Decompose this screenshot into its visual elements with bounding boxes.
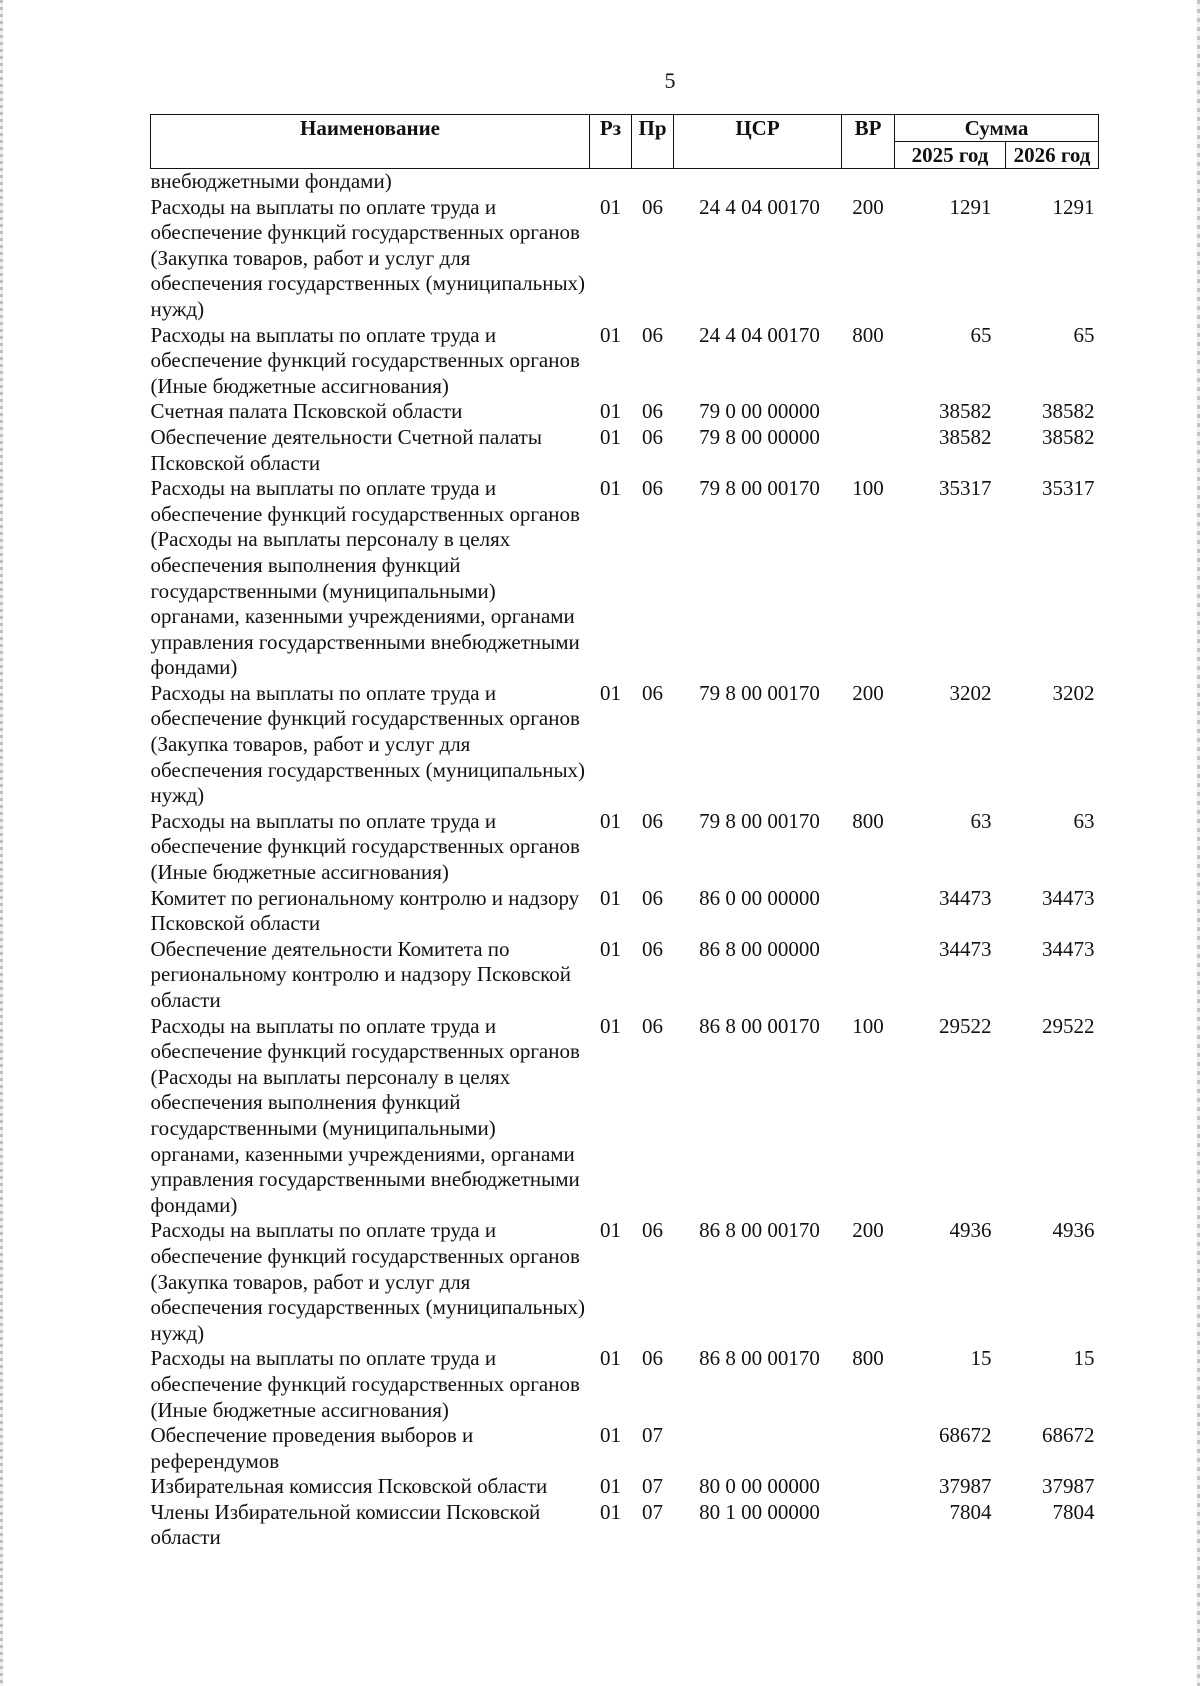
cell-vr	[842, 425, 895, 476]
cell-vr	[842, 886, 895, 937]
cell-sum-2025: 4936	[949, 1218, 992, 1243]
header-year-2025: 2025 год	[895, 142, 1006, 169]
cell-sum-2025: 65	[970, 322, 992, 347]
table-row	[151, 886, 1099, 937]
cell-rz: 01	[600, 808, 621, 833]
budget-table-body	[151, 169, 1099, 1552]
cell-csr: 86 8 00 00170	[699, 1013, 820, 1038]
cell-sum-2025: 15	[970, 1346, 992, 1371]
cell-sum-2026: 37987	[1042, 1474, 1095, 1499]
scan-edge-left	[0, 0, 3, 1686]
table-row	[151, 937, 1099, 1014]
cell-vr: 800	[852, 1346, 884, 1371]
cell-vr	[842, 1423, 895, 1474]
cell-name: Расходы на выплаты по оплате труда и обеспечение функций государственных органов (Иные бюджетные ассигнования)	[150, 322, 580, 398]
cell-csr: 79 8 00 00170	[699, 808, 820, 833]
cell-sum-2026: 29522	[1042, 1013, 1095, 1038]
cell-vr: 200	[852, 680, 884, 705]
cell-sum-2026	[1006, 169, 1099, 195]
cell-sum-2025: 7804	[949, 1499, 992, 1524]
cell-vr: 200	[852, 1218, 884, 1243]
table-row	[151, 169, 1099, 195]
cell-vr	[842, 169, 895, 195]
header-csr: ЦСР	[674, 115, 842, 169]
cell-name: внебюджетными фондами)	[150, 169, 392, 193]
cell-sum-2026: 68672	[1042, 1423, 1095, 1448]
cell-vr: 200	[852, 194, 884, 219]
cell-sum-2025: 38582	[939, 399, 992, 424]
cell-rz: 01	[600, 194, 621, 219]
cell-name: Расходы на выплаты по оплате труда и обеспечение функций государственных органов (Закупка товаров, работ и услуг для обеспечения государственных (муниципальных) нужд)	[150, 1218, 586, 1345]
cell-name: Счетная палата Псковской области	[150, 399, 463, 424]
cell-csr: 80 0 00 00000	[699, 1474, 820, 1499]
cell-sum-2025: 1291	[949, 194, 992, 219]
cell-sum-2025: 68672	[939, 1423, 992, 1448]
cell-name: Расходы на выплаты по оплате труда и обеспечение функций государственных органов (Закупка товаров, работ и услуг для обеспечения государственных (муниципальных) нужд)	[150, 194, 586, 321]
cell-sum-2025	[895, 169, 1006, 195]
cell-vr	[842, 399, 895, 425]
cell-csr: 86 8 00 00000	[699, 936, 820, 961]
cell-csr: 24 4 04 00170	[699, 322, 820, 347]
cell-pr: 06	[642, 936, 663, 961]
cell-csr: 79 8 00 00170	[699, 476, 820, 501]
cell-sum-2025: 34473	[939, 936, 992, 961]
cell-name: Комитет по региональному контролю и надзору Псковской области	[150, 885, 580, 936]
cell-vr: 800	[852, 808, 884, 833]
cell-sum-2025: 37987	[939, 1474, 992, 1499]
cell-rz: 01	[600, 322, 621, 347]
table-row	[151, 195, 1099, 323]
page-number: 5	[664, 68, 676, 93]
cell-rz: 01	[600, 1499, 621, 1524]
cell-sum-2026: 4936	[1052, 1218, 1095, 1243]
table-row	[151, 1346, 1099, 1423]
table-row	[151, 323, 1099, 400]
cell-pr: 06	[642, 424, 663, 449]
cell-csr: 79 8 00 00170	[699, 680, 820, 705]
cell-pr: 06	[642, 1346, 663, 1371]
cell-sum-2026: 7804	[1052, 1499, 1095, 1524]
cell-rz: 01	[600, 1346, 621, 1371]
cell-rz: 01	[600, 680, 621, 705]
cell-csr: 24 4 04 00170	[699, 194, 820, 219]
cell-csr: 86 8 00 00170	[699, 1218, 820, 1243]
header-pr: Пр	[632, 115, 674, 169]
cell-pr: 06	[642, 808, 663, 833]
cell-rz: 01	[600, 1423, 621, 1448]
budget-table	[150, 114, 1099, 1551]
header-vr: ВР	[842, 115, 895, 169]
cell-sum-2026: 38582	[1042, 424, 1095, 449]
cell-name: Избирательная комиссия Псковской области	[150, 1474, 548, 1499]
cell-rz: 01	[600, 424, 621, 449]
table-row	[151, 1218, 1099, 1346]
cell-pr: 06	[642, 322, 663, 347]
table-row	[151, 399, 1099, 425]
cell-name: Члены Избирательной комиссии Псковской области	[150, 1499, 541, 1550]
cell-csr: 86 0 00 00000	[699, 885, 820, 910]
cell-name: Расходы на выплаты по оплате труда и обеспечение функций государственных органов (Закупка товаров, работ и услуг для обеспечения государственных (муниципальных) нужд)	[150, 680, 586, 808]
cell-vr	[842, 1500, 895, 1551]
cell-pr: 06	[642, 1013, 663, 1038]
cell-rz: 01	[600, 885, 621, 910]
cell-vr	[842, 937, 895, 1014]
cell-sum-2026: 34473	[1042, 936, 1095, 961]
cell-name: Расходы на выплаты по оплате труда и обеспечение функций государственных органов (Иные бюджетные ассигнования)	[150, 1346, 580, 1422]
cell-sum-2026: 38582	[1042, 399, 1095, 424]
cell-rz: 01	[600, 399, 621, 424]
cell-pr: 06	[642, 680, 663, 705]
cell-pr: 07	[642, 1474, 663, 1499]
cell-rz: 01	[600, 1474, 621, 1499]
cell-rz: 01	[600, 1013, 621, 1038]
table-row	[151, 1014, 1099, 1219]
cell-vr: 800	[852, 322, 884, 347]
cell-csr	[674, 1423, 842, 1474]
table-row	[151, 1500, 1099, 1551]
cell-csr: 86 8 00 00170	[699, 1346, 820, 1371]
cell-sum-2026: 15	[1073, 1346, 1095, 1371]
header-rz: Рз	[590, 115, 632, 169]
cell-sum-2025: 63	[970, 808, 992, 833]
cell-pr: 06	[642, 399, 663, 424]
cell-pr: 06	[642, 476, 663, 501]
cell-csr	[674, 169, 842, 195]
cell-pr: 07	[642, 1423, 663, 1448]
cell-sum-2026: 63	[1073, 808, 1095, 833]
cell-rz: 01	[600, 476, 621, 501]
cell-vr: 100	[852, 476, 884, 501]
cell-csr: 79 0 00 00000	[699, 399, 820, 424]
table-row	[151, 476, 1099, 681]
header-name: Наименование	[151, 115, 590, 169]
cell-csr: 80 1 00 00000	[699, 1499, 820, 1524]
cell-name: Расходы на выплаты по оплате труда и обеспечение функций государственных органов (Иные бюджетные ассигнования)	[150, 808, 580, 885]
cell-pr	[632, 169, 674, 195]
cell-vr: 100	[852, 1013, 884, 1038]
table-row	[151, 1423, 1099, 1474]
cell-sum-2026: 65	[1073, 322, 1095, 347]
header-year-2026: 2026 год	[1006, 142, 1099, 169]
cell-name: Обеспечение деятельности Комитета по региональному контролю и надзору Псковской области	[150, 936, 572, 1012]
header-sum: Сумма	[895, 115, 1099, 142]
cell-sum-2025: 34473	[939, 885, 992, 910]
cell-rz: 01	[600, 1218, 621, 1243]
cell-rz: 01	[600, 936, 621, 961]
cell-csr: 79 8 00 00000	[699, 424, 820, 449]
cell-name: Расходы на выплаты по оплате труда и обеспечение функций государственных органов (Расходы на выплаты персоналу в целях обеспечения выполнения функций государственными (муниципальными) органами, казенными учреждениями, органами управления государственными внебюджетными фондами)	[150, 1013, 580, 1217]
cell-rz	[590, 169, 632, 195]
cell-name: Обеспечение деятельности Счетной палаты Псковской области	[150, 424, 542, 475]
table-row	[151, 681, 1099, 809]
cell-name: Расходы на выплаты по оплате труда и обеспечение функций государственных органов (Расходы на выплаты персоналу в целях обеспечения выполнения функций государственными (муниципальными) органами, казенными учреждениями, органами управления государственными внебюджетными фондами)	[150, 476, 580, 680]
cell-sum-2026: 3202	[1052, 680, 1095, 705]
table-row	[151, 425, 1099, 476]
cell-pr: 06	[642, 1218, 663, 1243]
header-row	[151, 115, 1099, 142]
cell-sum-2025: 38582	[939, 424, 992, 449]
table-row	[151, 809, 1099, 886]
cell-sum-2026: 34473	[1042, 885, 1095, 910]
cell-pr: 06	[642, 194, 663, 219]
table-row	[151, 1474, 1099, 1500]
cell-vr	[842, 1474, 895, 1500]
cell-pr: 07	[642, 1499, 663, 1524]
cell-sum-2025: 35317	[939, 476, 992, 501]
cell-sum-2026: 35317	[1042, 476, 1095, 501]
cell-sum-2026: 1291	[1052, 194, 1095, 219]
cell-sum-2025: 29522	[939, 1013, 992, 1038]
cell-pr: 06	[642, 885, 663, 910]
cell-name: Обеспечение проведения выборов и референдумов	[150, 1423, 474, 1473]
cell-sum-2025: 3202	[949, 680, 992, 705]
